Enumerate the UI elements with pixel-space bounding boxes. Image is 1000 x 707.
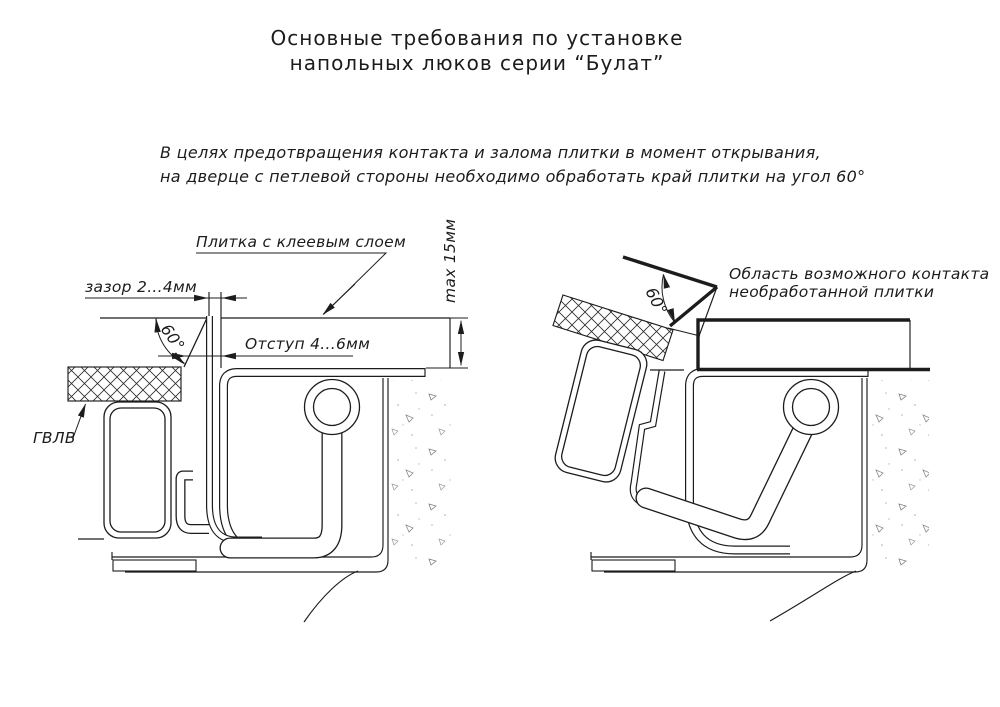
angle-label: 60° <box>156 320 189 355</box>
hinge-pin-circle <box>793 389 830 426</box>
base-bar <box>592 560 675 571</box>
note-block <box>160 143 865 186</box>
note-line1: В целях предотвращения контакта и залома плитки в момент открывания, <box>160 143 821 162</box>
title-line2: напольных люков серии “Булат” <box>289 51 665 75</box>
gap-label: зазор 2...4мм <box>85 278 198 296</box>
concrete-hatch <box>390 380 452 566</box>
left-diagram <box>33 219 468 622</box>
angle-dimension <box>641 274 674 322</box>
fixed-tile-thick <box>697 320 930 370</box>
contact-upper-edge <box>623 257 717 287</box>
contact-label-line2: необработанной плитки <box>729 283 935 301</box>
hinge-arm <box>230 430 332 548</box>
max-height-label: max 15мм <box>441 218 459 303</box>
note-line2: на дверце с петлевой стороны необходимо обработать край плитки на угол 60° <box>160 167 866 186</box>
door-tube <box>78 402 171 539</box>
break-line <box>770 571 856 621</box>
offset-label: Отступ 4...6мм <box>245 335 371 353</box>
title-line1: Основные требования по установке <box>270 26 684 50</box>
title-block <box>271 26 684 75</box>
break-line <box>304 571 358 622</box>
tile-layer <box>100 292 450 368</box>
concrete-hatch <box>869 380 929 566</box>
tile-adhesive-label: Плитка с клеевым слоем <box>196 233 406 251</box>
angle-label: 60° <box>641 284 672 319</box>
gvlv-board <box>68 367 181 401</box>
contact-label-line1: Область возможного контакта <box>729 265 990 283</box>
hinge-pin-circle <box>314 389 351 426</box>
base-bar <box>113 560 196 571</box>
gvlv-label: ГВЛВ <box>33 429 76 447</box>
contact-area-label <box>729 265 989 301</box>
right-diagram <box>552 257 989 621</box>
